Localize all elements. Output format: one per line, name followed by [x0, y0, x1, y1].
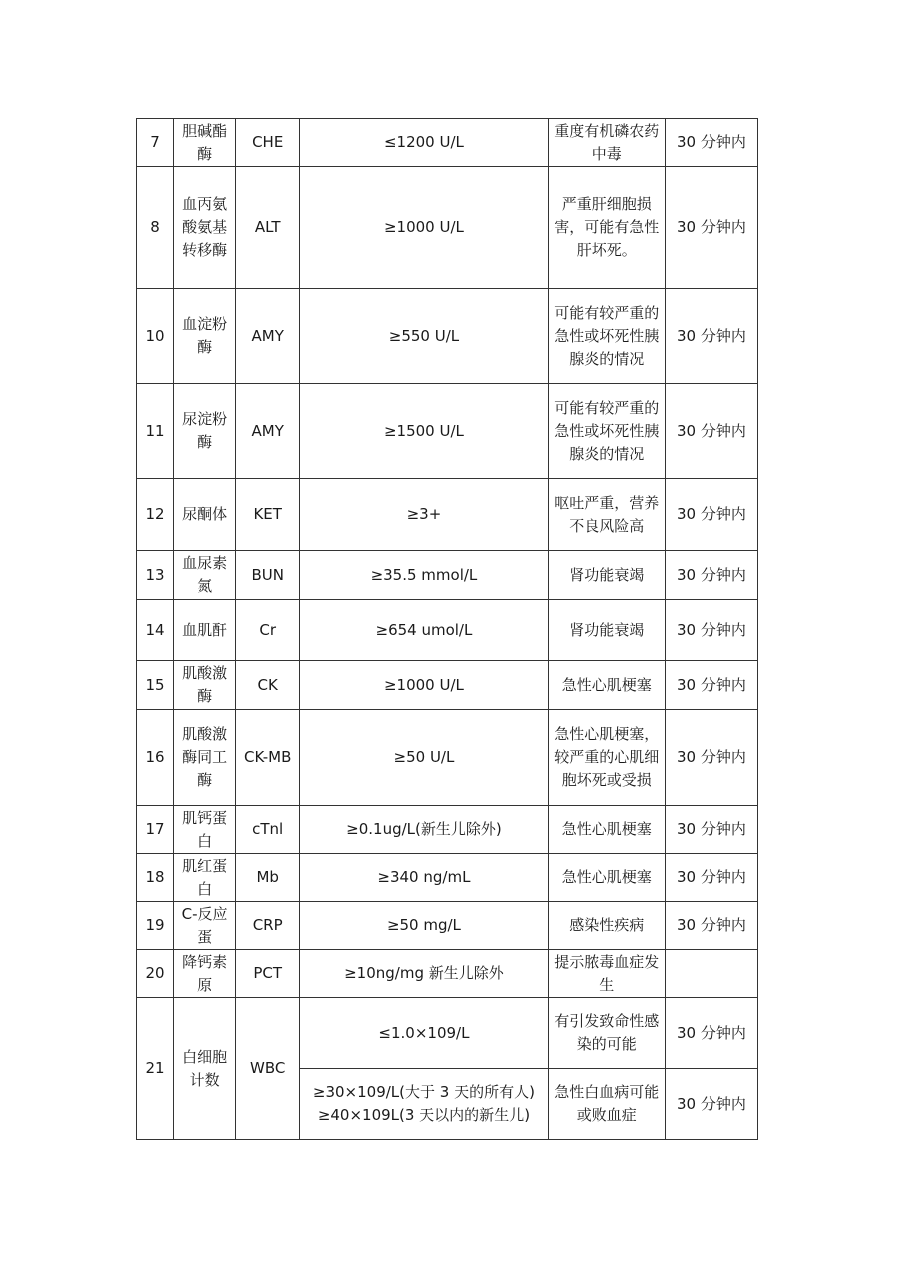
test-code: CRP [236, 902, 300, 950]
row-number: 17 [137, 806, 174, 854]
report-time [665, 950, 757, 998]
test-code: WBC [236, 998, 300, 1140]
test-item: 肌酸激酶同工酶 [174, 710, 236, 806]
table-row [137, 998, 758, 1069]
test-code: AMY [236, 289, 300, 384]
clinical-significance: 可能有较严重的急性或坏死性胰腺炎的情况 [548, 384, 665, 479]
table-row [137, 384, 758, 479]
table-row [137, 661, 758, 710]
test-item: C-反应蛋 [174, 902, 236, 950]
critical-value: ≥550 U/L [300, 289, 548, 384]
report-time: 30 分钟内 [665, 167, 757, 289]
test-item: 肌红蛋白 [174, 854, 236, 902]
row-number: 7 [137, 119, 174, 167]
row-number: 21 [137, 998, 174, 1140]
row-number: 13 [137, 551, 174, 600]
report-time: 30 分钟内 [665, 289, 757, 384]
row-number: 16 [137, 710, 174, 806]
test-code: CK-MB [236, 710, 300, 806]
test-item: 胆碱酯酶 [174, 119, 236, 167]
report-time: 30 分钟内 [665, 384, 757, 479]
test-item: 降钙素原 [174, 950, 236, 998]
clinical-significance: 严重肝细胞损害，可能有急性肝坏死。 [548, 167, 665, 289]
clinical-significance: 急性心肌梗塞，较严重的心肌细胞坏死或受损 [548, 710, 665, 806]
test-code: BUN [236, 551, 300, 600]
critical-value: ≥654 umol/L [300, 600, 548, 661]
report-time: 30 分钟内 [665, 119, 757, 167]
test-item: 血尿素氮 [174, 551, 236, 600]
table-row [137, 806, 758, 854]
test-code: Cr [236, 600, 300, 661]
critical-value: ≥50 U/L [300, 710, 548, 806]
report-time: 30 分钟内 [665, 902, 757, 950]
row-number: 11 [137, 384, 174, 479]
table-row [137, 710, 758, 806]
clinical-significance: 急性心肌梗塞 [548, 661, 665, 710]
row-number: 19 [137, 902, 174, 950]
report-time: 30 分钟内 [665, 1069, 757, 1140]
critical-value: ≤1200 U/L [300, 119, 548, 167]
test-code: AMY [236, 384, 300, 479]
table-row [137, 167, 758, 289]
test-item: 尿淀粉酶 [174, 384, 236, 479]
test-code: CHE [236, 119, 300, 167]
report-time: 30 分钟内 [665, 661, 757, 710]
critical-value: ≥10ng/mg 新生儿除外 [300, 950, 548, 998]
test-item: 白细胞计数 [174, 998, 236, 1140]
test-code: ALT [236, 167, 300, 289]
row-number: 12 [137, 479, 174, 551]
table-row [137, 902, 758, 950]
critical-value: ≥1000 U/L [300, 167, 548, 289]
critical-value: ≥3+ [300, 479, 548, 551]
test-code: PCT [236, 950, 300, 998]
report-time: 30 分钟内 [665, 806, 757, 854]
row-number: 18 [137, 854, 174, 902]
row-number: 15 [137, 661, 174, 710]
test-code: KET [236, 479, 300, 551]
test-item: 肌钙蛋白 [174, 806, 236, 854]
table-row [137, 600, 758, 661]
report-time: 30 分钟内 [665, 479, 757, 551]
report-time: 30 分钟内 [665, 854, 757, 902]
report-time: 30 分钟内 [665, 710, 757, 806]
table-row [137, 950, 758, 998]
test-item: 尿酮体 [174, 479, 236, 551]
row-number: 10 [137, 289, 174, 384]
test-code: cTnl [236, 806, 300, 854]
test-code: CK [236, 661, 300, 710]
clinical-significance: 有引发致命性感染的可能 [548, 998, 665, 1069]
clinical-significance: 可能有较严重的急性或坏死性胰腺炎的情况 [548, 289, 665, 384]
table-row [137, 119, 758, 167]
clinical-significance: 肾功能衰竭 [548, 600, 665, 661]
test-item: 血丙氨酸氨基转移酶 [174, 167, 236, 289]
critical-value-line: ≥30×109/L(大于 3 天的所有人) [312, 1083, 535, 1101]
row-number: 20 [137, 950, 174, 998]
table-row [137, 289, 758, 384]
critical-value [300, 998, 548, 1069]
row-number: 8 [137, 167, 174, 289]
report-time: 30 分钟内 [665, 600, 757, 661]
table-row [137, 551, 758, 600]
table-row [137, 854, 758, 902]
critical-value: ≥35.5 mmol/L [300, 551, 548, 600]
critical-value [300, 1069, 548, 1140]
critical-value: ≥1000 U/L [300, 661, 548, 710]
clinical-significance: 急性心肌梗塞 [548, 854, 665, 902]
test-code: Mb [236, 854, 300, 902]
critical-value: ≥50 mg/L [300, 902, 548, 950]
critical-values-table [136, 118, 758, 1140]
clinical-significance: 呕吐严重，营养不良风险高 [548, 479, 665, 551]
clinical-significance: 提示脓毒血症发生 [548, 950, 665, 998]
critical-value-line: ≥40×109L(3 天以内的新生儿) [317, 1106, 531, 1124]
test-item: 血淀粉酶 [174, 289, 236, 384]
clinical-significance: 肾功能衰竭 [548, 551, 665, 600]
critical-value-line: ≤1.0×109/L [378, 1023, 470, 1042]
report-time: 30 分钟内 [665, 998, 757, 1069]
table-row [137, 479, 758, 551]
clinical-significance: 急性心肌梗塞 [548, 806, 665, 854]
test-item: 血肌酐 [174, 600, 236, 661]
critical-value: ≥0.1ug/L(新生儿除外) [300, 806, 548, 854]
row-number: 14 [137, 600, 174, 661]
critical-value: ≥1500 U/L [300, 384, 548, 479]
clinical-significance: 重度有机磷农药中毒 [548, 119, 665, 167]
clinical-significance: 感染性疾病 [548, 902, 665, 950]
test-item: 肌酸激酶 [174, 661, 236, 710]
critical-value: ≥340 ng/mL [300, 854, 548, 902]
clinical-significance: 急性白血病可能或败血症 [548, 1069, 665, 1140]
report-time: 30 分钟内 [665, 551, 757, 600]
